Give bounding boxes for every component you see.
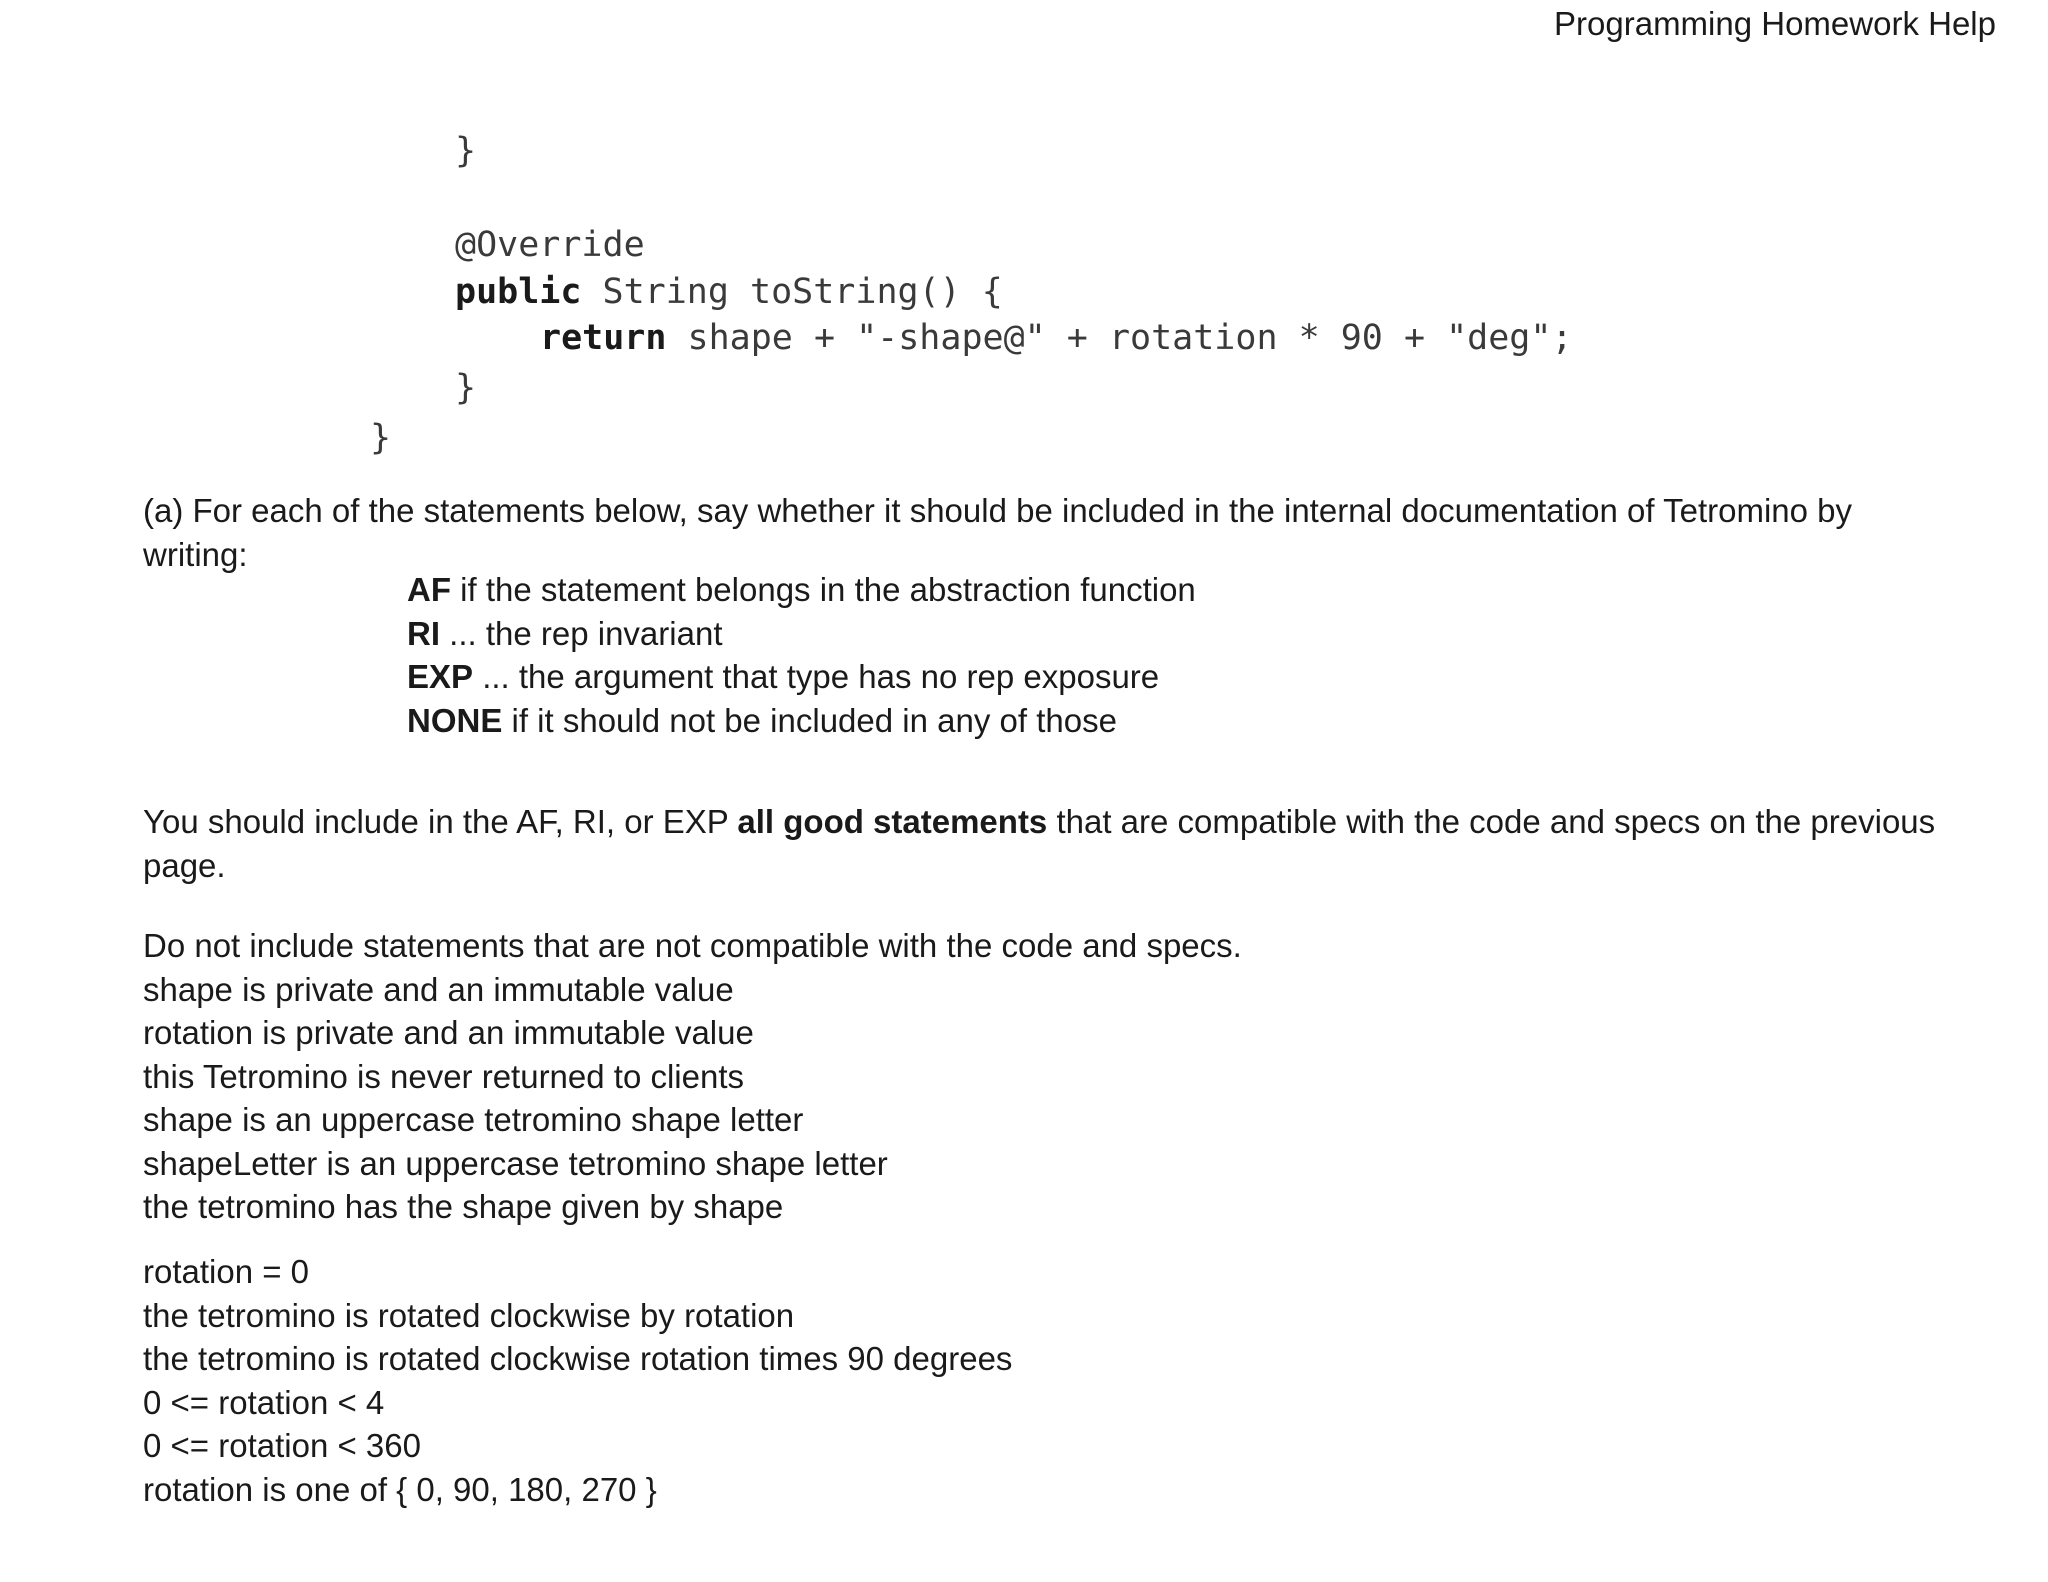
- legend-key: NONE: [407, 701, 503, 739]
- legend-item-af: [407, 568, 1196, 612]
- legend-text: if it should not be included in any of those: [502, 701, 1117, 739]
- code-return-rest: shape + "-shape@" + rotation * 90 + "deg";: [666, 318, 1573, 358]
- include-note-bold: all good statements: [737, 803, 1048, 840]
- code-return-statement: [540, 315, 1573, 362]
- code-brace-tostring-end: }: [455, 368, 477, 408]
- code-snippet: [340, 118, 1640, 458]
- statement-item: the tetromino has the shape given by shape: [143, 1188, 784, 1225]
- legend-text: ... the rep invariant: [440, 614, 723, 652]
- statement-item: 0 <= rotation < 360: [143, 1427, 421, 1464]
- statement-item: shapeLetter is an uppercase tetromino shape letter: [143, 1144, 888, 1182]
- include-note-pre: You should include in the AF, RI, or EXP: [143, 803, 738, 840]
- code-keyword-return: return: [540, 318, 667, 358]
- include-note-post: that are compatible with the code and specs on the previous page.: [143, 803, 1936, 884]
- statement-item: shape is private and an immutable value: [143, 970, 734, 1008]
- statement-item: the tetromino is rotated clockwise rotation times 90 degrees: [143, 1340, 1013, 1377]
- statement-group-2: [143, 1250, 1012, 1511]
- legend-item-exp: [407, 655, 1196, 699]
- statement-item: 0 <= rotation < 4: [143, 1383, 385, 1421]
- statement-group-1: [143, 924, 1242, 1229]
- legend-key: RI: [407, 614, 440, 652]
- statement-item: shape is an uppercase tetromino shape letter: [143, 1101, 804, 1138]
- statement-item: Do not include statements that are not compatible with the code and specs.: [143, 927, 1242, 964]
- statement-item: the tetromino is rotated clockwise by rotation: [143, 1296, 795, 1334]
- statement-item: rotation is one of { 0, 90, 180, 270 }: [143, 1470, 657, 1508]
- legend-key: AF: [407, 571, 451, 608]
- statement-item: rotation = 0: [143, 1253, 310, 1290]
- legend-item-ri: [407, 612, 1196, 656]
- legend-text: ... the argument that type has no rep exposure: [473, 658, 1160, 695]
- question-intro: (a) For each of the statements below, say whether it should be included in the internal documentation of Tetromino by writing:: [143, 492, 1853, 573]
- code-brace-method-end: }: [455, 131, 477, 171]
- header-tag: Programming Homework Help: [1554, 5, 1996, 42]
- code-brace-class-end: }: [370, 418, 392, 458]
- statement-item: this Tetromino is never returned to clients: [143, 1057, 745, 1095]
- code-signature-rest: String toString() {: [581, 272, 1003, 312]
- legend-list: [407, 568, 1196, 742]
- code-keyword-public: public: [455, 272, 582, 312]
- code-override-annotation: @Override: [455, 225, 645, 265]
- legend-item-none: [407, 699, 1196, 743]
- legend-text: if the statement belongs in the abstraction function: [451, 571, 1196, 608]
- code-tostring-signature: [455, 269, 1003, 316]
- legend-key: EXP: [407, 658, 474, 695]
- statement-item: rotation is private and an immutable value: [143, 1014, 754, 1051]
- include-note: [143, 800, 1963, 887]
